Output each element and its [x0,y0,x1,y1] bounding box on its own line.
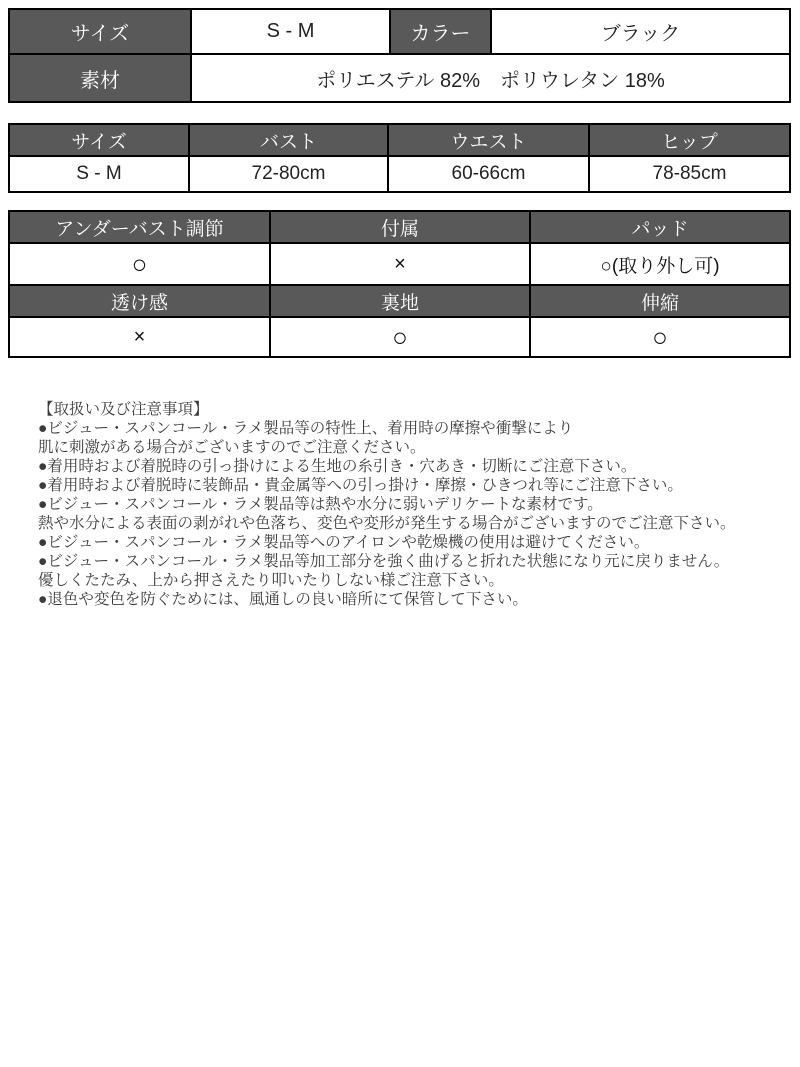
feature-header-accessory: 付属 [271,212,529,242]
care-note-line: ●ビジュー・スパンコール・ラメ製品等加工部分を強く曲げると折れた状態になり元に戻りません。 [38,553,730,570]
spec-table [8,8,791,103]
measurements-table [8,123,791,193]
care-note-line: ●着用時および着脱時に装飾品・貴金属等への引っ掛け・摩擦・ひきつれ等にご注意下さい。 [38,477,683,494]
feature-value-sheerness: × [10,318,269,356]
measurements-header-size: サイズ [10,125,188,155]
measurements-value-waist: 60-66cm [389,157,588,191]
feature-header-stretch: 伸縮 [531,286,789,316]
feature-value-lining: ○ [271,318,529,356]
care-notes [38,400,770,609]
feature-header-pad: パッド [531,212,789,242]
measurements-header-bust: バスト [190,125,387,155]
care-note-line: ●ビジュー・スパンコール・ラメ製品等へのアイロンや乾燥機の使用は避けてください。 [38,534,650,551]
measurements-value-bust: 72-80cm [190,157,387,191]
color-value-cell: ブラック [492,10,789,53]
feature-value-stretch: ○ [531,318,789,356]
feature-header-lining: 裏地 [271,286,529,316]
care-note-line: ●ビジュー・スパンコール・ラメ製品等は熱や水分に弱いデリケートな素材です。 [38,496,603,513]
care-note-line: ●ビジュー・スパンコール・ラメ製品等の特性上、着用時の摩擦や衝撃により [38,420,574,437]
feature-header-underbust: アンダーバスト調節 [10,212,269,242]
care-note-line: ●着用時および着脱時の引っ掛けによる生地の糸引き・穴あき・切断にご注意下さい。 [38,458,637,475]
care-note-line: 熱や水分による表面の剥がれや色落ち、変色や変形が発生する場合がございますのでご注意下さい。 [38,515,736,532]
care-note-line: 優しくたたみ、上から押さえたり叩いたりしない様ご注意下さい。 [38,572,504,589]
measurements-value-size: S - M [10,157,188,191]
material-value-cell: ポリエステル 82% ポリウレタン 18% [192,55,789,101]
size-value-cell: S - M [192,10,389,53]
care-notes-title: 【取扱い及び注意事項】 [38,401,209,418]
care-note-line: 肌に刺激がある場合がございますのでご注意ください。 [38,439,426,456]
features-table [8,210,791,358]
measurements-header-hip: ヒップ [590,125,789,155]
feature-header-sheerness: 透け感 [10,286,269,316]
color-label-cell: カラー [391,10,490,53]
feature-value-underbust: ○ [10,244,269,284]
feature-value-accessory: × [271,244,529,284]
material-label-cell: 素材 [10,55,190,101]
size-label-cell: サイズ [10,10,190,53]
measurements-header-waist: ウエスト [389,125,588,155]
feature-value-pad: ○(取り外し可) [531,244,789,284]
measurements-value-hip: 78-85cm [590,157,789,191]
care-note-line: ●退色や変色を防ぐためには、風通しの良い暗所にて保管して下さい。 [38,591,528,608]
